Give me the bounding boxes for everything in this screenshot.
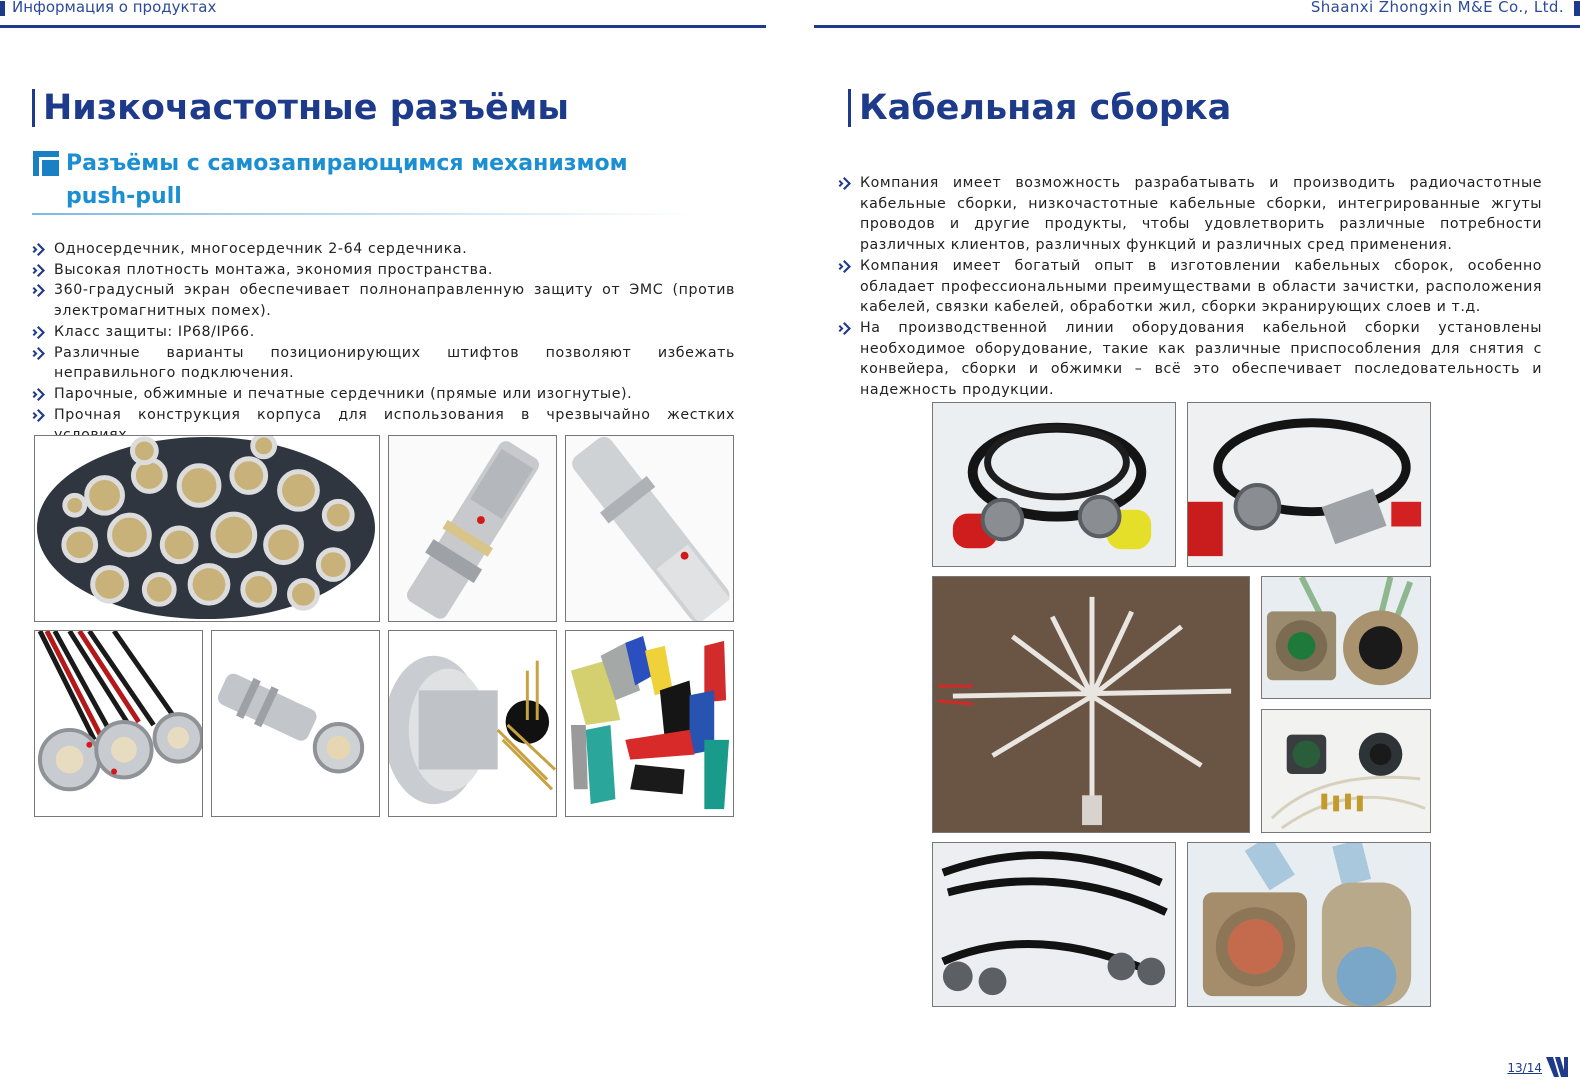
left-bullet-list [32,239,735,446]
header-company-name: Shaanxi Zhongxin M&E Co., Ltd. [1310,0,1564,16]
corner-square-icon [33,151,59,176]
right-bullet-list [838,173,1542,401]
header-marker [1574,1,1580,16]
double-chevron-icon [32,388,45,401]
double-chevron-icon [838,322,851,335]
header-marker [0,1,5,16]
subtitle-line-1: Разъёмы с самозапирающимся механизмом [66,151,628,176]
list-item: 360-градусный экран обеспечивает полнонаправленную защиту от ЭМС (против электромагнитных помех). [32,280,735,321]
company-logo-icon [1546,1057,1568,1077]
subtitle-line-2: push-pull [66,184,182,209]
connector-cable-plug-photo [565,435,734,622]
cable-assembly-d-sub-photo [1187,402,1431,567]
multi-connector-cable-assembly-photo [932,842,1176,1007]
colored-boots-photo [565,630,734,817]
list-item: Высокая плотность монтажа, экономия пространства. [32,260,735,281]
double-chevron-icon [32,264,45,277]
subtitle-divider [32,213,692,215]
double-chevron-icon [838,260,851,273]
list-item: Односердечник, многосердечник 2-64 сердечника. [32,239,735,260]
cable-assembly-red-yellow-caps-photo [932,402,1176,567]
list-item: Компания имеет богатый опыт в изготовлении кабельных сборок, особенно обладает профессиональными преимуществами в области зачистки, расположения кабелей, связки кабелей, обработки жил, сборки экранирующих слоев и т.д. [838,256,1542,318]
left-page-title: Низкочастотные разъёмы [32,89,569,127]
list-item: Прочная конструкция корпуса для использования в чрезвычайно жестких [32,405,735,446]
list-item: На производственной линии оборудования кабельной сборки установлены необходимое оборудование, такие как различные приспособления для снятия с конвейера, сборки и обжимки – всё это обеспечивает последовательность и надежность продукции. [838,318,1542,401]
panel-sockets-with-wires-photo [34,630,203,817]
circular-connectors-pair-photo [1261,576,1431,699]
double-chevron-icon [32,326,45,339]
right-page-title: Кабельная сборка [848,89,1231,127]
double-chevron-icon [32,284,45,297]
list-item: Класс защиты: IP68/IP66. [32,322,735,343]
wire-harness-photo [932,576,1250,833]
connector-plug-photo [388,435,557,622]
pcb-connector-photo [388,630,557,817]
header-left [0,0,766,28]
header-right [814,0,1580,28]
double-chevron-icon [32,409,45,422]
list-item: Компания имеет возможность разрабатывать и производить радиочастотные кабельные сборки, низкочастотные кабельные сборки, интегрированные жгуты проводов и другие продукты, чтобы удовлетворить различные потребности различных клиентов, различных функций и различных сред применения. [838,173,1542,256]
header-left-title: Информация о продуктах [12,0,217,16]
double-chevron-icon [838,177,851,190]
page-number: 13/14 [1507,1061,1542,1075]
list-item: Различные варианты позиционирующих штифтов позволяют избежать неправильного подключения. [32,343,735,384]
connector-with-pins-photo [1261,709,1431,833]
list-item: Парочные, обжимные и печатные сердечники (прямые или изогнутые). [32,384,735,405]
double-chevron-icon [32,243,45,256]
heavy-circular-connectors-photo [1187,842,1431,1007]
connector-cluster-photo [34,435,380,622]
double-chevron-icon [32,347,45,360]
left-section-subtitle [66,147,706,213]
plug-and-socket-photo [211,630,380,817]
